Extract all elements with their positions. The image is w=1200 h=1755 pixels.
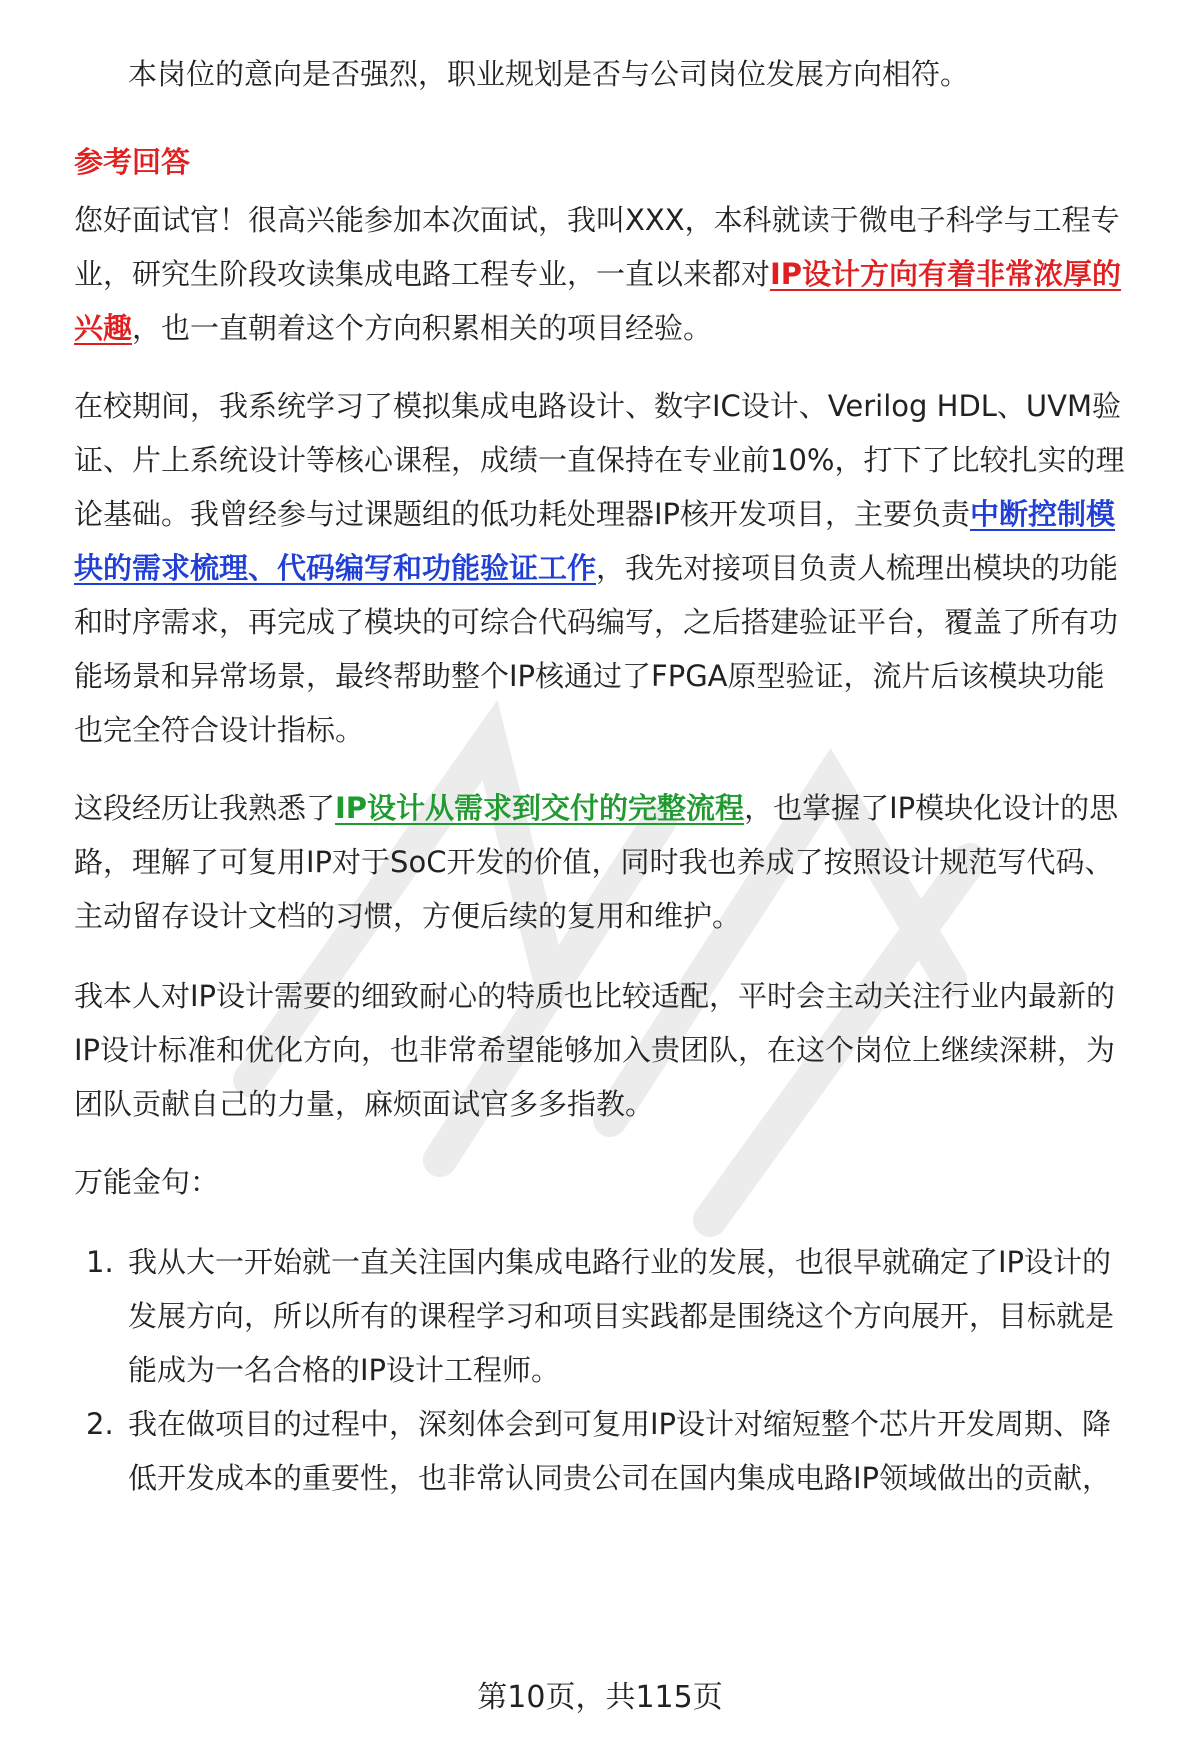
list-item-line: 能成为一名合格的IP设计工程师。 (128, 1353, 561, 1387)
para3-line3: 主动留存设计文档的习惯，方便后续的复用和维护。 (74, 899, 742, 933)
para2-line3 (74, 484, 1154, 544)
highlight-flow: IP设计从需求到交付的完整流程 (335, 791, 745, 825)
list-item-number: 1. (86, 1245, 114, 1279)
section-heading: 参考回答 (74, 145, 191, 179)
para3-line1-tail: ，也掌握了IP模块化设计的思 (744, 791, 1119, 825)
para2-line3-text: 论基础。我曾经参与过课题组的低功耗处理器IP核开发项目，主要负责 (74, 497, 971, 531)
para4-line1: 我本人对IP设计需要的细致耐心的特质也比较适配，平时会主动关注行业内最新的 (74, 979, 1116, 1013)
intro-tail-text: 本岗位的意向是否强烈，职业规划是否与公司岗位发展方向相符。 (128, 57, 970, 91)
highlight-interest: IP设计方向有着非常浓厚的 (770, 257, 1122, 291)
para1-line3 (74, 298, 1154, 358)
para4-line2: IP设计标准和优化方向，也非常希望能够加入贵团队，在这个岗位上继续深耕，为 (74, 1033, 1116, 1067)
list-item-line: 发展方向，所以所有的课程学习和项目实践都是围绕这个方向展开，目标就是 (128, 1299, 1115, 1333)
para1-line3-text: ，也一直朝着这个方向积累相关的项目经验。 (132, 311, 713, 345)
para2-line4-text: ，我先对接项目负责人梳理出模块的功能 (596, 551, 1119, 585)
para2-line2: 证、片上系统设计等核心课程，成绩一直保持在专业前10%，打下了比较扎实的理 (74, 443, 1125, 477)
para2-line6: 能场景和异常场景，最终帮助整个IP核通过了FPGA原型验证，流片后该模块功能 (74, 659, 1105, 693)
para1-line2 (74, 244, 1154, 304)
list-item-line: 低开发成本的重要性，也非常认同贵公司在国内集成电路IP领域做出的贡献， (128, 1461, 1112, 1495)
list-item-line: 我在做项目的过程中，深刻体会到可复用IP设计对缩短整个芯片开发周期、降 (128, 1407, 1112, 1441)
para2-line4 (74, 538, 1154, 598)
list-item (74, 1232, 1154, 1400)
para2-line7: 也完全符合设计指标。 (74, 713, 365, 747)
para1-line2-text: 业，研究生阶段攻读集成电路工程专业，一直以来都对 (74, 257, 771, 291)
para3-line2: 路，理解了可复用IP对于SoC开发的价值，同时我也养成了按照设计规范写代码、 (74, 845, 1114, 879)
list-item (74, 1394, 1154, 1508)
page-number-footer: 第10页，共115页 (477, 1680, 723, 1715)
list-item-number: 2. (86, 1407, 114, 1441)
para2-line1: 在校期间，我系统学习了模拟集成电路设计、数字IC设计、Verilog HDL、UVM验 (74, 389, 1122, 423)
para3-line1-text: 这段经历让我熟悉了 (74, 791, 336, 825)
highlight-responsibility: 中断控制模 (970, 497, 1116, 531)
para2-line5: 和时序需求，再完成了模块的可综合代码编写，之后搭建验证平台，覆盖了所有功 (74, 605, 1119, 639)
para3-line1 (74, 778, 1154, 838)
list-item-line: 我从大一开始就一直关注国内集成电路行业的发展，也很早就确定了IP设计的 (128, 1245, 1112, 1279)
golden-sentences-label: 万能金句： (74, 1165, 220, 1199)
para4-line3: 团队贡献自己的力量，麻烦面试官多多指教。 (74, 1087, 655, 1121)
highlight-interest-tail: 兴趣 (74, 311, 133, 345)
para1-line1: 您好面试官！很高兴能参加本次面试，我叫XXX，本科就读于微电子科学与工程专 (74, 203, 1120, 237)
highlight-responsibility-tail: 块的需求梳理、代码编写和功能验证工作 (74, 551, 597, 585)
